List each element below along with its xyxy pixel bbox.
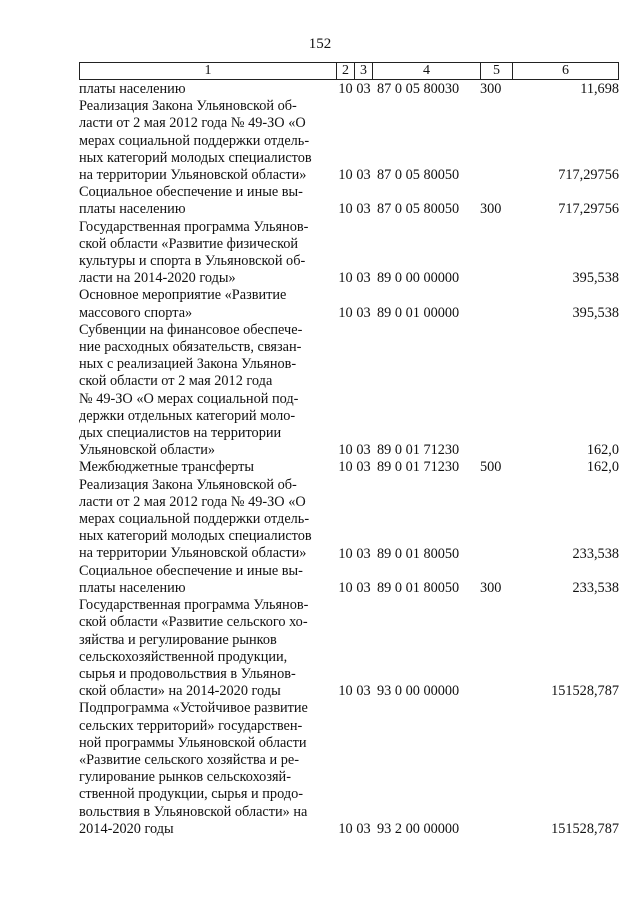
column-header-5: 5: [481, 63, 513, 80]
row-description: [79, 287, 332, 321]
description-line: ных категорий молодых специалистов: [79, 528, 312, 545]
description-line: сельскохозяйственной продукции,: [79, 648, 288, 665]
row-codes: [337, 270, 619, 287]
section-code: 10: [338, 442, 353, 459]
description-line: Социальное обеспечение и иные вы-: [79, 184, 303, 201]
description-line: ласти от 2 мая 2012 года № 49-ЗО «О: [79, 493, 306, 510]
description-line: Межбюджетные трансферты: [79, 459, 255, 476]
budget-rows: [79, 81, 619, 838]
section-code: 10: [338, 81, 353, 98]
row-codes: [337, 546, 619, 563]
description-line: ных категорий молодых специалистов: [79, 149, 312, 166]
description-line: ской области «Развитие сельского хо-: [79, 614, 308, 631]
amount-value: 162,0: [586, 459, 619, 476]
row-codes: [337, 81, 619, 98]
row-description: [79, 459, 332, 476]
description-line: Государственная программа Ульянов-: [79, 218, 309, 235]
description-line: ской области от 2 мая 2012 года: [79, 373, 273, 390]
column-header-table: [79, 62, 619, 80]
table-row: [79, 184, 619, 218]
description-line: сырья и продовольствия в Ульянов-: [79, 665, 296, 682]
column-header-3: 3: [355, 63, 373, 80]
target-article-code: 93 2 00 00000: [377, 820, 460, 837]
row-codes: [337, 305, 619, 322]
description-line: платы населению: [79, 579, 186, 596]
amount-value: 395,538: [572, 304, 619, 321]
row-codes: [337, 580, 619, 597]
section-code: 10: [338, 201, 353, 218]
target-article-code: 89 0 01 71230: [377, 459, 460, 476]
subsection-code: 03: [356, 442, 371, 459]
description-line: ственной продукции, сырья и продо-: [79, 786, 304, 803]
expense-type-code: 500: [480, 459, 502, 476]
column-header-4: 4: [373, 63, 481, 80]
section-code: 10: [338, 820, 353, 837]
description-line: Социальное обеспечение и иные вы-: [79, 562, 303, 579]
subsection-code: 03: [356, 81, 371, 98]
description-line: 2014-2020 годы: [79, 820, 174, 837]
target-article-code: 87 0 05 80050: [377, 167, 460, 184]
row-codes: [337, 459, 619, 476]
amount-value: 151528,787: [551, 820, 619, 837]
expense-type-code: 300: [480, 201, 502, 218]
table-row: [79, 81, 619, 98]
amount-value: 233,538: [572, 579, 619, 596]
target-article-code: 89 0 01 00000: [377, 304, 460, 321]
description-line: культуры и спорта в Ульяновской об-: [79, 253, 306, 270]
amount-value: 151528,787: [551, 683, 619, 700]
description-line: ской области» на 2014-2020 годы: [79, 683, 281, 700]
table-row: [79, 700, 619, 838]
subsection-code: 03: [356, 167, 371, 184]
row-description: [79, 98, 332, 184]
column-header-2: 2: [337, 63, 355, 80]
expense-type-code: 300: [480, 579, 502, 596]
subsection-code: 03: [356, 270, 371, 287]
row-description: [79, 322, 332, 460]
subsection-code: 03: [356, 545, 371, 562]
description-line: ние расходных обязательств, связан-: [79, 339, 302, 356]
target-article-code: 89 0 00 00000: [377, 270, 460, 287]
row-codes: [337, 683, 619, 700]
table-row: [79, 219, 619, 288]
table-row: [79, 98, 619, 184]
subsection-code: 03: [356, 683, 371, 700]
expense-type-code: 300: [480, 81, 502, 98]
amount-value: 717,29756: [558, 201, 619, 218]
target-article-code: 89 0 01 80050: [377, 545, 460, 562]
row-description: [79, 184, 332, 218]
table-row: [79, 597, 619, 700]
amount-value: 162,0: [586, 442, 619, 459]
description-line: мерах социальной поддержки отдель-: [79, 511, 310, 528]
row-description: [79, 81, 332, 98]
description-line: Субвенции на финансовое обеспече-: [79, 321, 303, 338]
description-line: Ульяновской области»: [79, 442, 216, 459]
description-line: зяйства и регулирование рынков: [79, 631, 277, 648]
target-article-code: 93 0 00 00000: [377, 683, 460, 700]
table-row: [79, 459, 619, 476]
row-description: [79, 563, 332, 597]
description-line: Подпрограмма «Устойчивое развитие: [79, 700, 308, 717]
description-line: Реализация Закона Ульяновской об-: [79, 98, 297, 115]
section-code: 10: [338, 545, 353, 562]
row-description: [79, 219, 332, 288]
column-header-row: [80, 63, 619, 80]
description-line: мерах социальной поддержки отдель-: [79, 132, 310, 149]
row-codes: [337, 201, 619, 218]
description-line: массового спорта»: [79, 304, 193, 321]
description-line: Реализация Закона Ульяновской об-: [79, 476, 297, 493]
row-codes: [337, 442, 619, 459]
section-code: 10: [338, 579, 353, 596]
table-row: [79, 322, 619, 460]
amount-value: 233,538: [572, 545, 619, 562]
description-line: № 49-ЗО «О мерах социальной под-: [79, 390, 299, 407]
section-code: 10: [338, 459, 353, 476]
subsection-code: 03: [356, 201, 371, 218]
description-line: на территории Ульяновской области»: [79, 167, 307, 184]
description-line: держки отдельных категорий моло-: [79, 407, 296, 424]
description-line: «Развитие сельского хозяйства и ре-: [79, 751, 299, 768]
section-code: 10: [338, 304, 353, 321]
subsection-code: 03: [356, 579, 371, 596]
description-line: дых специалистов на территории: [79, 425, 282, 442]
section-code: 10: [338, 167, 353, 184]
target-article-code: 87 0 05 80030: [377, 81, 460, 98]
row-description: [79, 597, 332, 700]
table-row: [79, 563, 619, 597]
amount-value: 11,698: [580, 81, 619, 98]
description-line: сельских территорий» государствен-: [79, 717, 303, 734]
section-code: 10: [338, 683, 353, 700]
column-header-1: 1: [80, 63, 337, 80]
column-header-6: 6: [513, 63, 619, 80]
target-article-code: 89 0 01 80050: [377, 579, 460, 596]
target-article-code: 87 0 05 80050: [377, 201, 460, 218]
description-line: ласти на 2014-2020 годы»: [79, 270, 236, 287]
description-line: ласти от 2 мая 2012 года № 49-ЗО «О: [79, 115, 306, 132]
row-codes: [337, 167, 619, 184]
subsection-code: 03: [356, 459, 371, 476]
subsection-code: 03: [356, 820, 371, 837]
section-code: 10: [338, 270, 353, 287]
description-line: платы населению: [79, 201, 186, 218]
description-line: ной программы Ульяновской области: [79, 734, 307, 751]
amount-value: 717,29756: [558, 167, 619, 184]
subsection-code: 03: [356, 304, 371, 321]
description-line: на территории Ульяновской области»: [79, 545, 307, 562]
amount-value: 395,538: [572, 270, 619, 287]
row-description: [79, 700, 332, 838]
table-row: [79, 477, 619, 563]
description-line: ных с реализацией Закона Ульянов-: [79, 356, 297, 373]
target-article-code: 89 0 01 71230: [377, 442, 460, 459]
row-codes: [337, 821, 619, 838]
row-description: [79, 477, 332, 563]
page-number: 152: [308, 36, 332, 52]
description-line: Государственная программа Ульянов-: [79, 597, 309, 614]
table-row: [79, 287, 619, 321]
description-line: гулирование рынков сельскохозяй-: [79, 769, 291, 786]
description-line: ской области «Развитие физической: [79, 235, 299, 252]
description-line: платы населению: [79, 81, 186, 97]
description-line: Основное мероприятие «Развитие: [79, 287, 287, 304]
description-line: вольствия в Ульяновской области» на: [79, 803, 308, 820]
